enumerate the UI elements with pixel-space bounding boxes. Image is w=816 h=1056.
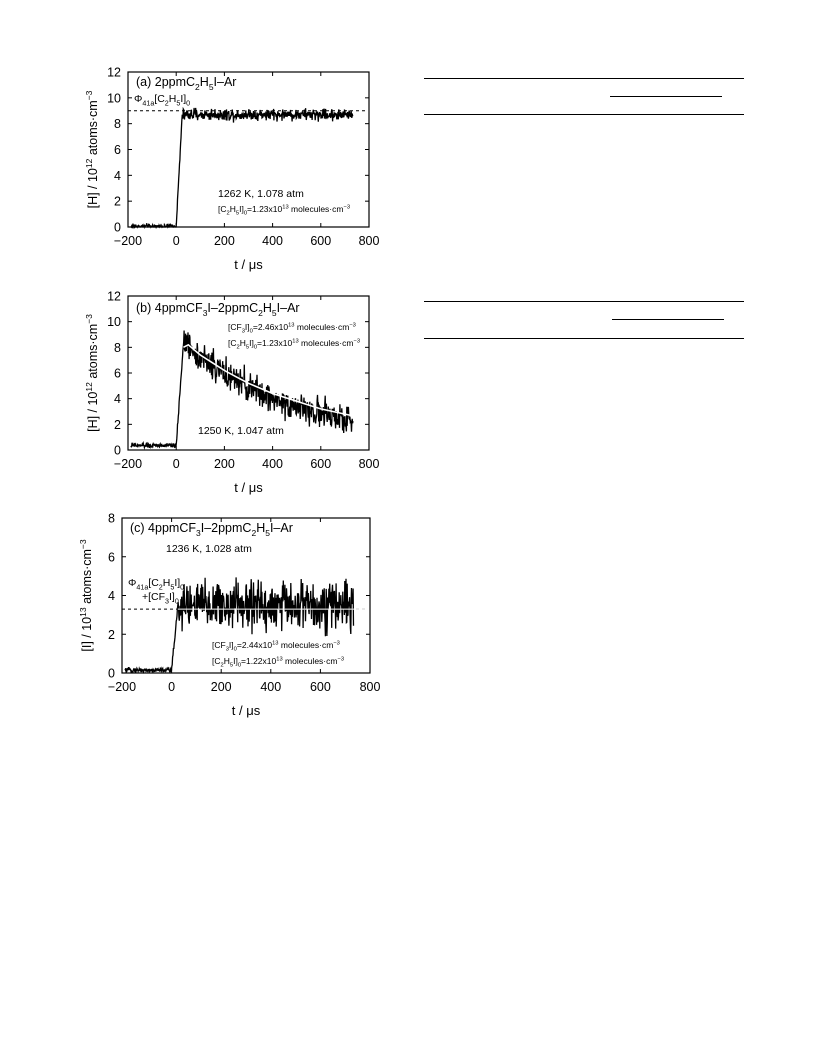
y-tick-label: 10 [107, 91, 121, 106]
reference-label-2: $+[CF_3I]_0$ [142, 591, 179, 606]
panel-a [84, 66, 380, 273]
panel-title: (c) $4ppmCF_3I-2ppmC_2H_5I-Ar$ [130, 521, 293, 538]
y-tick-label: 2 [114, 194, 121, 209]
x-tick-label: 600 [310, 234, 332, 248]
concentration-label: $[C_2H_5I]_0=1.23x10^{13}$ $molecules\cdot cm^{-3}$ [218, 204, 351, 217]
x-tick-label: 400 [262, 457, 284, 471]
reference-label: $\Phi_{41a}[C_2H_5I]_0$ [128, 577, 185, 592]
conditions-label: 1250 K, 1.047 atm [198, 425, 284, 437]
x-tick-label: −200 [107, 680, 137, 694]
x-axis-label: t / μs [234, 480, 263, 495]
y-tick-label: 0 [114, 443, 121, 458]
x-tick-label: −200 [113, 457, 143, 471]
x-tick-label: 0 [172, 234, 180, 248]
y-tick-label: 0 [108, 666, 115, 681]
x-tick-label: 800 [358, 457, 380, 471]
y-axis-label-group [84, 90, 100, 208]
panel-b [84, 290, 380, 496]
y-tick-label: 6 [114, 366, 121, 381]
concentration-label: $[CF_3I]_0=2.44x10^{13}$ $molecules\cdot cm^{-3}$ [212, 640, 340, 653]
panel-title: (b) $4ppmCF_3I-2ppmC_2H_5I-Ar$ [136, 301, 300, 318]
x-tick-label: 600 [309, 680, 331, 694]
concentration-label: $[C_2H_5I]_0=1.22x10^{13}$ $molecules\cdot cm^{-3}$ [212, 656, 345, 669]
y-tick-label: 6 [108, 550, 115, 565]
x-tick-label: 800 [359, 680, 381, 694]
y-axis-label-group [78, 539, 94, 652]
x-axis-label: t / μs [234, 257, 263, 272]
y-tick-label: 10 [107, 315, 121, 330]
table-rule-bottom-1 [424, 114, 744, 115]
reference-label: $\Phi_{41a}[C_2H_5I]_0$ [134, 93, 191, 108]
x-tick-label: 600 [310, 457, 332, 471]
table-rule-partial-2 [612, 319, 724, 320]
y-axis-label: $[H] / 10^{12}$ $atoms\cdot cm^{-3}$ [83, 90, 100, 209]
y-tick-label: 0 [114, 220, 121, 235]
x-tick-label: 200 [213, 457, 235, 471]
y-axis-label-group [84, 314, 100, 432]
table-rule-top-2 [424, 301, 744, 302]
table-rule-bottom-2 [424, 338, 744, 339]
y-tick-label: 8 [114, 340, 121, 355]
y-tick-label: 8 [108, 511, 115, 526]
x-tick-label: 0 [172, 457, 180, 471]
x-tick-label: −200 [113, 234, 143, 248]
x-tick-label: 400 [260, 680, 282, 694]
table-rule-partial-1 [610, 96, 722, 97]
x-tick-label: 200 [210, 680, 232, 694]
concentration-label: $[C_2H_5I]_0=1.23x10^{13}$ $molecules\cdot cm^{-3}$ [228, 338, 361, 351]
y-tick-label: 4 [114, 168, 121, 183]
y-tick-label: 4 [114, 392, 121, 407]
panel-c [78, 512, 381, 719]
y-tick-label: 12 [107, 289, 121, 304]
x-tick-label: 400 [262, 234, 284, 248]
x-axis-label: t / μs [231, 703, 261, 718]
y-tick-label: 2 [114, 417, 121, 432]
concentration-label: $[CF_3I]_0=2.46x10^{13}$ $molecules\cdot cm^{-3}$ [228, 322, 356, 335]
y-tick-label: 6 [114, 143, 121, 157]
conditions-label: 1262 K, 1.078 atm [218, 188, 304, 200]
conditions-label: 1236 K, 1.028 atm [166, 543, 252, 555]
y-tick-label: 4 [108, 589, 115, 603]
y-axis-label: $[H] / 10^{12}$ $atoms\cdot cm^{-3}$ [83, 314, 100, 432]
y-axis-label: $[I] / 10^{13}$ $atoms\cdot cm^{-3}$ [77, 539, 94, 652]
x-tick-label: 800 [358, 234, 380, 248]
table-rule-top-1 [424, 78, 744, 79]
x-tick-label: 0 [168, 680, 176, 694]
y-tick-label: 2 [108, 627, 115, 642]
x-tick-label: 200 [213, 234, 235, 248]
panel-title: (a) $2ppmC_2H_5I-Ar$ [136, 75, 237, 92]
y-tick-label: 8 [114, 117, 121, 132]
y-tick-label: 12 [107, 65, 121, 80]
